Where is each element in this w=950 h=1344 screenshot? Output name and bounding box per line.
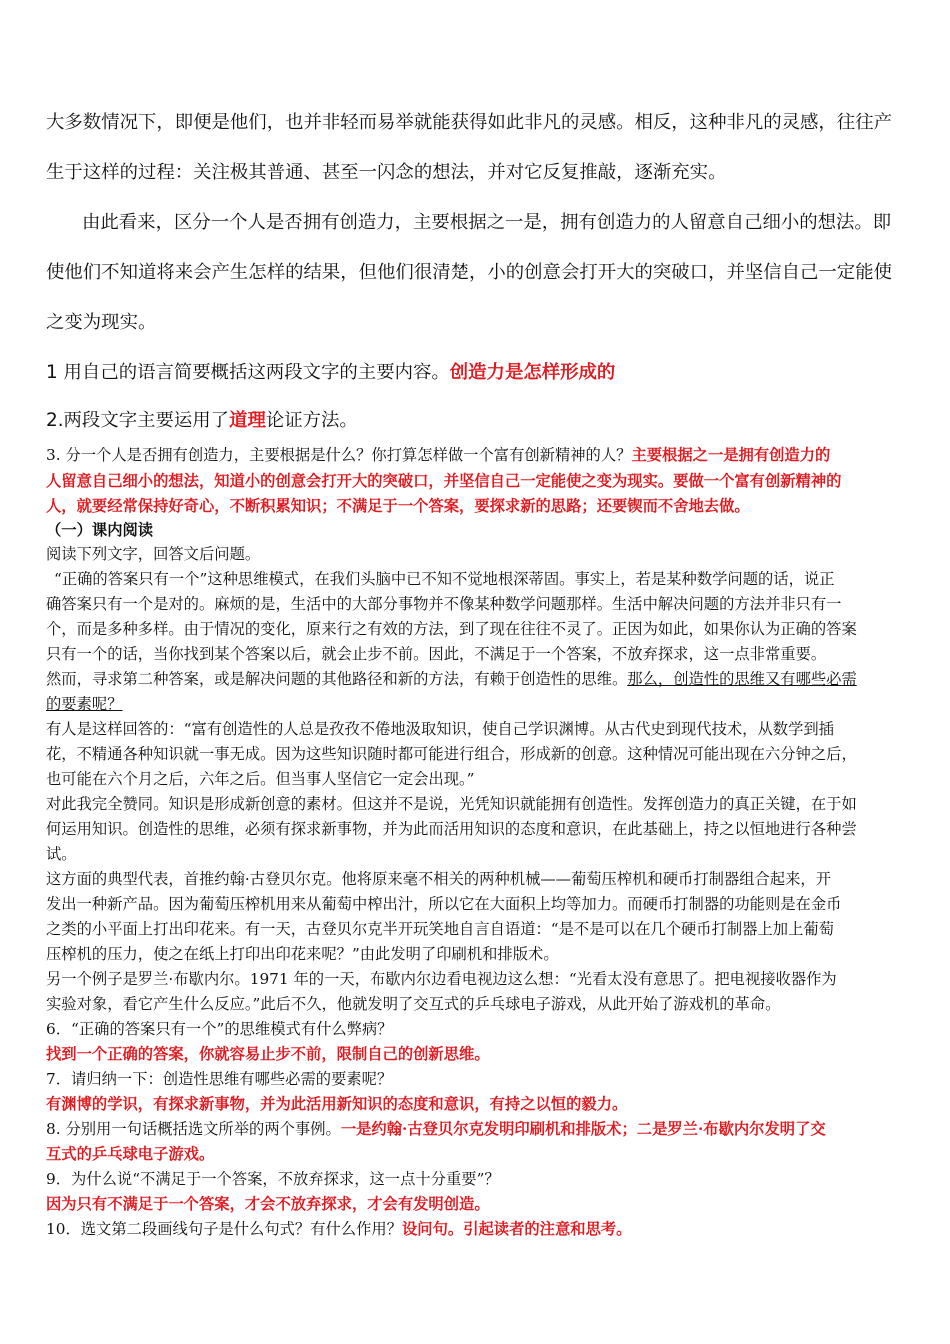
- answer-9: 因为只有不满足于一个答案，才会不放弃探求，才会有发明创造。: [46, 1195, 490, 1213]
- question-1: [46, 358, 908, 384]
- passage-line-3: 个，而是多种多样。由于情况的变化，原来行之有效的方法，到了现在往往不灵了。正因为如此，如果你认为正确的答案: [46, 620, 857, 638]
- answer-7: 有渊博的学识，有探求新事物，并为此活用新知识的态度和意识，有持之以恒的毅力。: [46, 1095, 628, 1113]
- passage-line-13: 这方面的典型代表，首推约翰·古登贝尔克。他将原来毫不相关的两种机械——葡萄压榨机和硬币打制器组合起来，开: [46, 870, 832, 888]
- paragraph-1-line-2: 生于这样的过程：关注极其普通、甚至一闪念的想法，并对它反复推敲，逐渐充实。: [46, 162, 727, 183]
- question-2-text-b: 论证方法。: [265, 410, 358, 431]
- question-9: 9．为什么说“不满足于一个答案，不放弃探求，这一点十分重要”？: [46, 1170, 500, 1188]
- answer-8-line-2: 互式的乒乓球电子游戏。: [46, 1145, 215, 1163]
- question-3-answer-line-1: 主要根据之一是拥有创造力的: [631, 446, 831, 464]
- passage-line-18: 实验对象，看它产生什么反应。”此后不久，他就发明了交互式的乒乓球电子游戏，从此开始了游戏机的革命。: [46, 995, 781, 1013]
- question-3-text: 3. 分一个人是否拥有创造力，主要根据是什么？你打算怎样做一个富有创新精神的人？: [46, 446, 632, 464]
- underlined-question-sentence: 那么，创造性的思维又有哪些必需: [627, 670, 857, 688]
- question-3-answer-line-2: 人留意自己细小的想法，知道小的创意会打开大的突破口，并坚信自己一定能使之变为现实。要做一个富有创新精神的: [46, 472, 842, 490]
- section-heading: （一）课内阅读: [46, 521, 154, 539]
- question-3: [46, 444, 908, 466]
- passage-line-1: “正确的答案只有一个”这种思维模式，在我们头脑中已不知不觉地根深蒂固。事实上，若是某种数学问题的话，说正: [54, 570, 835, 588]
- passage-line-11: 何运用知识。创造性的思维，必须有探求新事物，并为此而活用知识的态度和意识，在此基础上，持之以恒地进行各种尝: [46, 820, 857, 838]
- passage-line-4: 只有一个的话，当你找到某个答案以后，就会止步不前。因此，不满足于一个答案，不放弃探求，这一点非常重要。: [46, 645, 827, 663]
- question-2-answer: 道理: [229, 410, 266, 431]
- passage-line-5-text: 然而，寻求第二种答案，或是解决问题的其他路径和新的方法，有赖于创造性的思维。: [46, 670, 628, 688]
- passage-line-14: 发出一种新产品。因为葡萄压榨机用来从葡萄中榨出汁，所以它在大面积上均等加力。而硬币打制器的功能则是在金币: [46, 895, 842, 913]
- question-8-text: 8. 分别用一句话概括选文所举的两个事例。: [46, 1120, 341, 1138]
- passage-line-8: 花，不精通各种知识就一事无成。因为这些知识随时都可能进行组合，形成新的创意。这种情况可能出现在六分钟之后，: [46, 745, 857, 763]
- question-10: [46, 1218, 908, 1240]
- paragraph-2-line-3: 之变为现实。: [46, 312, 157, 333]
- passage-line-2: 确答案只有一个是对的。麻烦的是，生活中的大部分事物并不像某种数学问题那样。生活中解决问题的方法并非只有一: [46, 595, 842, 613]
- answer-8-line-1: 一是约翰·古登贝尔克发明印刷机和排版术；二是罗兰·布歇内尔发明了交: [340, 1120, 826, 1138]
- question-6: 6．“正确的答案只有一个”的思维模式有什么弊病？: [46, 1020, 393, 1038]
- passage-line-9: 也可能在六个月之后，六年之后。但当事人坚信它一定会出现。”: [46, 770, 475, 788]
- passage-line-12: 试。: [46, 845, 77, 863]
- passage-line-15: 之类的小平面上打出印花来。有一天，古登贝尔克半开玩笑地自言自语道：“是不是可以在几个硬币打制器上加上葡萄: [46, 920, 834, 938]
- question-8: [46, 1118, 908, 1140]
- underlined-question-sentence-end: 的要素呢？: [46, 695, 123, 713]
- question-10-text: 10．选文第二段画线句子是什么句式？有什么作用？: [46, 1220, 402, 1238]
- paragraph-1-line-1: 大多数情况下，即便是他们，也并非轻而易举就能获得如此非凡的灵感。相反，这种非凡的灵感，往往产: [46, 112, 892, 133]
- question-1-text: 1 用自己的语言简要概括这两段文字的主要内容。: [46, 362, 450, 383]
- passage-line-5: [46, 668, 908, 690]
- passage-line-7: 有人是这样回答的：“富有创造性的人总是孜孜不倦地汲取知识，使自己学识渊博。从古代史到现代技术，从数学到插: [46, 720, 834, 738]
- answer-6: 找到一个正确的答案，你就容易止步不前，限制自己的创新思维。: [46, 1045, 490, 1063]
- passage-line-17: 另一个例子是罗兰·布歇内尔。1971 年的一天，布歇内尔边看电视边这么想：“光看太没有意思了。把电视接收器作为: [46, 970, 837, 988]
- passage-line-10: 对此我完全赞同。知识是形成新创意的素材。但这并不是说，光凭知识就能拥有创造性。发挥创造力的真正关键，在于如: [46, 795, 857, 813]
- question-2: [46, 406, 908, 432]
- paragraph-2-line-1: 由此看来，区分一个人是否拥有创造力，主要根据之一是，拥有创造力的人留意自己细小的想法。即: [82, 212, 892, 233]
- passage-line-16: 压榨机的压力，使之在纸上打印出印花来呢？”由此发明了印刷机和排版术。: [46, 945, 559, 963]
- question-2-text-a: 2.两段文字主要运用了: [46, 410, 230, 431]
- section-instruction: 阅读下列文字，回答文后问题。: [46, 545, 261, 563]
- question-1-answer: 创造力是怎样形成的: [449, 362, 616, 383]
- answer-10: 设问句。引起读者的注意和思考。: [402, 1220, 632, 1238]
- paragraph-2-line-2: 使他们不知道将来会产生怎样的结果，但他们很清楚，小的创意会打开大的突破口，并坚信自己一定能使: [46, 262, 892, 283]
- question-7: 7．请归纳一下：创造性思维有哪些必需的要素呢？: [46, 1070, 393, 1088]
- question-3-answer-line-3: 人，就要经常保持好奇心，不断积累知识；不满足于一个答案，要探求新的思路；还要锲而不舍地去做。: [46, 497, 750, 515]
